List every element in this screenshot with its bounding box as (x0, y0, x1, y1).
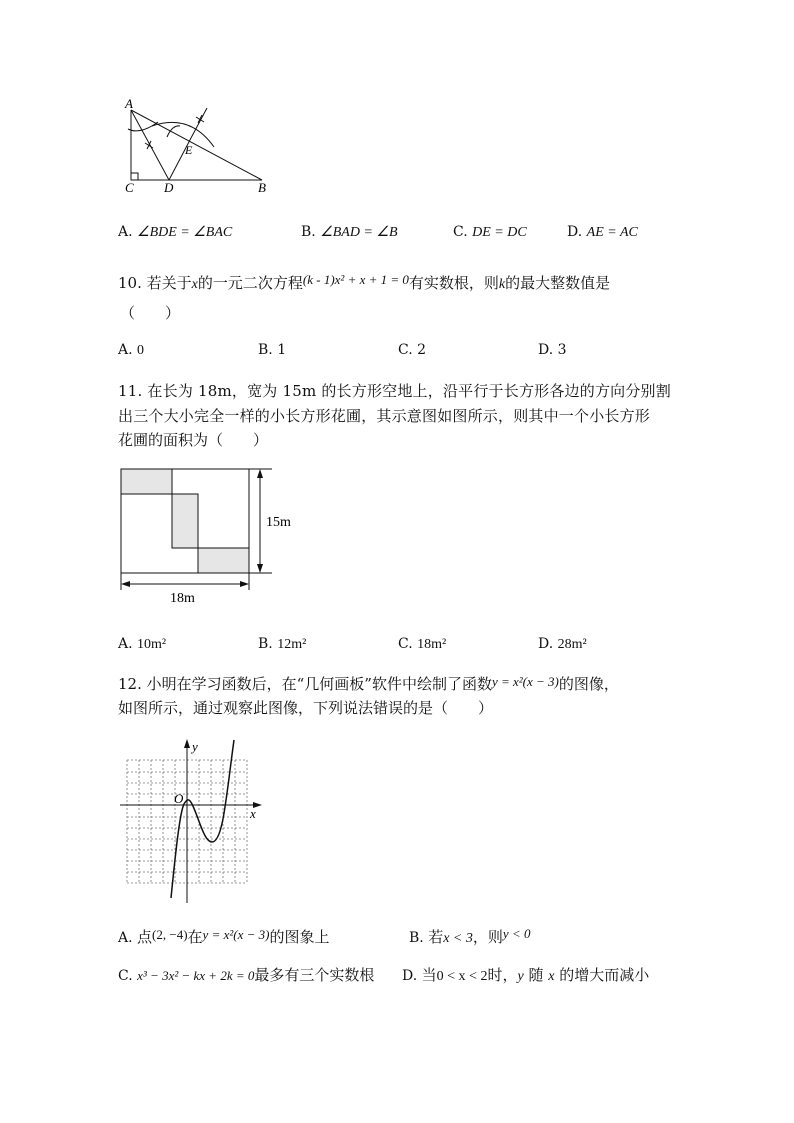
q12-line-2: 如图所示，通过观察此图像，下列说法错误的是（ ） (118, 699, 494, 717)
arrow-down (257, 564, 263, 573)
construction-line-e (191, 108, 207, 138)
label-e: E (185, 143, 193, 157)
q11-option-b[interactable]: B. 12m² (258, 636, 307, 652)
garden-rect-2 (172, 494, 198, 548)
q11-option-d[interactable]: D. 28m² (538, 636, 587, 652)
q12-option-b[interactable]: B. 若x < 3，则y < 0 (409, 926, 531, 946)
q12-function: y = x²(x − 3) (491, 674, 559, 689)
y-axis-arrow (184, 739, 190, 748)
x-axis-label: x (250, 806, 256, 821)
q12-option-a[interactable]: A. 点(2, −4)在y = x²(x − 3)的图象上 (118, 927, 330, 946)
right-angle-mark (131, 173, 138, 180)
q12-option-c[interactable]: C. x³ − 3x² − kx + 2k = 0最多有三个实数根 (118, 966, 375, 984)
arrow-left (121, 581, 130, 587)
q10-option-a[interactable]: A. 0 (118, 342, 145, 358)
q10-option-b[interactable]: B. 1 (258, 342, 287, 358)
q10-answer-blank: （ ） (120, 304, 181, 322)
label-a: A (125, 96, 133, 111)
triangle-construction-figure (110, 95, 280, 195)
width-label: 18m (170, 591, 195, 606)
arrow-up (257, 469, 263, 478)
construction-arc-a (128, 122, 158, 131)
label-d: D (164, 180, 174, 195)
segment-ab (131, 110, 262, 180)
q12-option-d[interactable]: D. 当0 < x < 2时，y 随 x 的增大而减小 (402, 966, 650, 984)
q11-line-1: 11. 在长为 18m，宽为 15m 的长方形空地上，沿平行于长方形各边的方向分别割 (118, 382, 671, 400)
q10-stem: 10. 若关于x的一元二次方程(k - 1)x² + x + 1 = 0有实数根，则k的最大整数值是 (118, 272, 611, 292)
q10-option-c[interactable]: C. 2 (398, 342, 427, 358)
label-c: C (125, 180, 134, 195)
height-label: 15m (266, 515, 291, 530)
q10-option-d[interactable]: D. 3 (538, 342, 567, 358)
q11-option-a[interactable]: A. 10m² (118, 636, 167, 652)
garden-rect-1 (121, 469, 172, 494)
q9-option-a[interactable]: A. ∠BDE = ∠BAC (118, 224, 233, 240)
q12-line-1: 12. 小明在学习函数后，在“几何画板”软件中绘制了函数y = x²(x − 3)的图像， (118, 674, 619, 693)
y-axis-label: y (192, 739, 198, 754)
q11-line-3: 花圃的面积为（ ） (118, 431, 269, 449)
garden-plot-figure (112, 462, 312, 610)
arrow-right (240, 581, 249, 587)
garden-rect-3 (198, 548, 249, 573)
cubic-function-graph (118, 738, 268, 906)
q10-equation: (k - 1)x² + x + 1 = 0 (302, 272, 409, 287)
origin-label: O (174, 791, 184, 806)
q9-option-b[interactable]: B. ∠BAD = ∠B (301, 224, 398, 240)
q9-option-c[interactable]: C. DE = DC (453, 224, 527, 240)
function-curve (171, 740, 234, 898)
q11-option-c[interactable]: C. 18m² (398, 636, 447, 652)
q9-option-d[interactable]: D. AE = AC (567, 224, 638, 240)
q11-line-2: 出三个大小完全一样的小长方形花圃，其示意图如图所示，则其中一个小长方形 (118, 407, 651, 425)
label-b: B (258, 180, 266, 195)
